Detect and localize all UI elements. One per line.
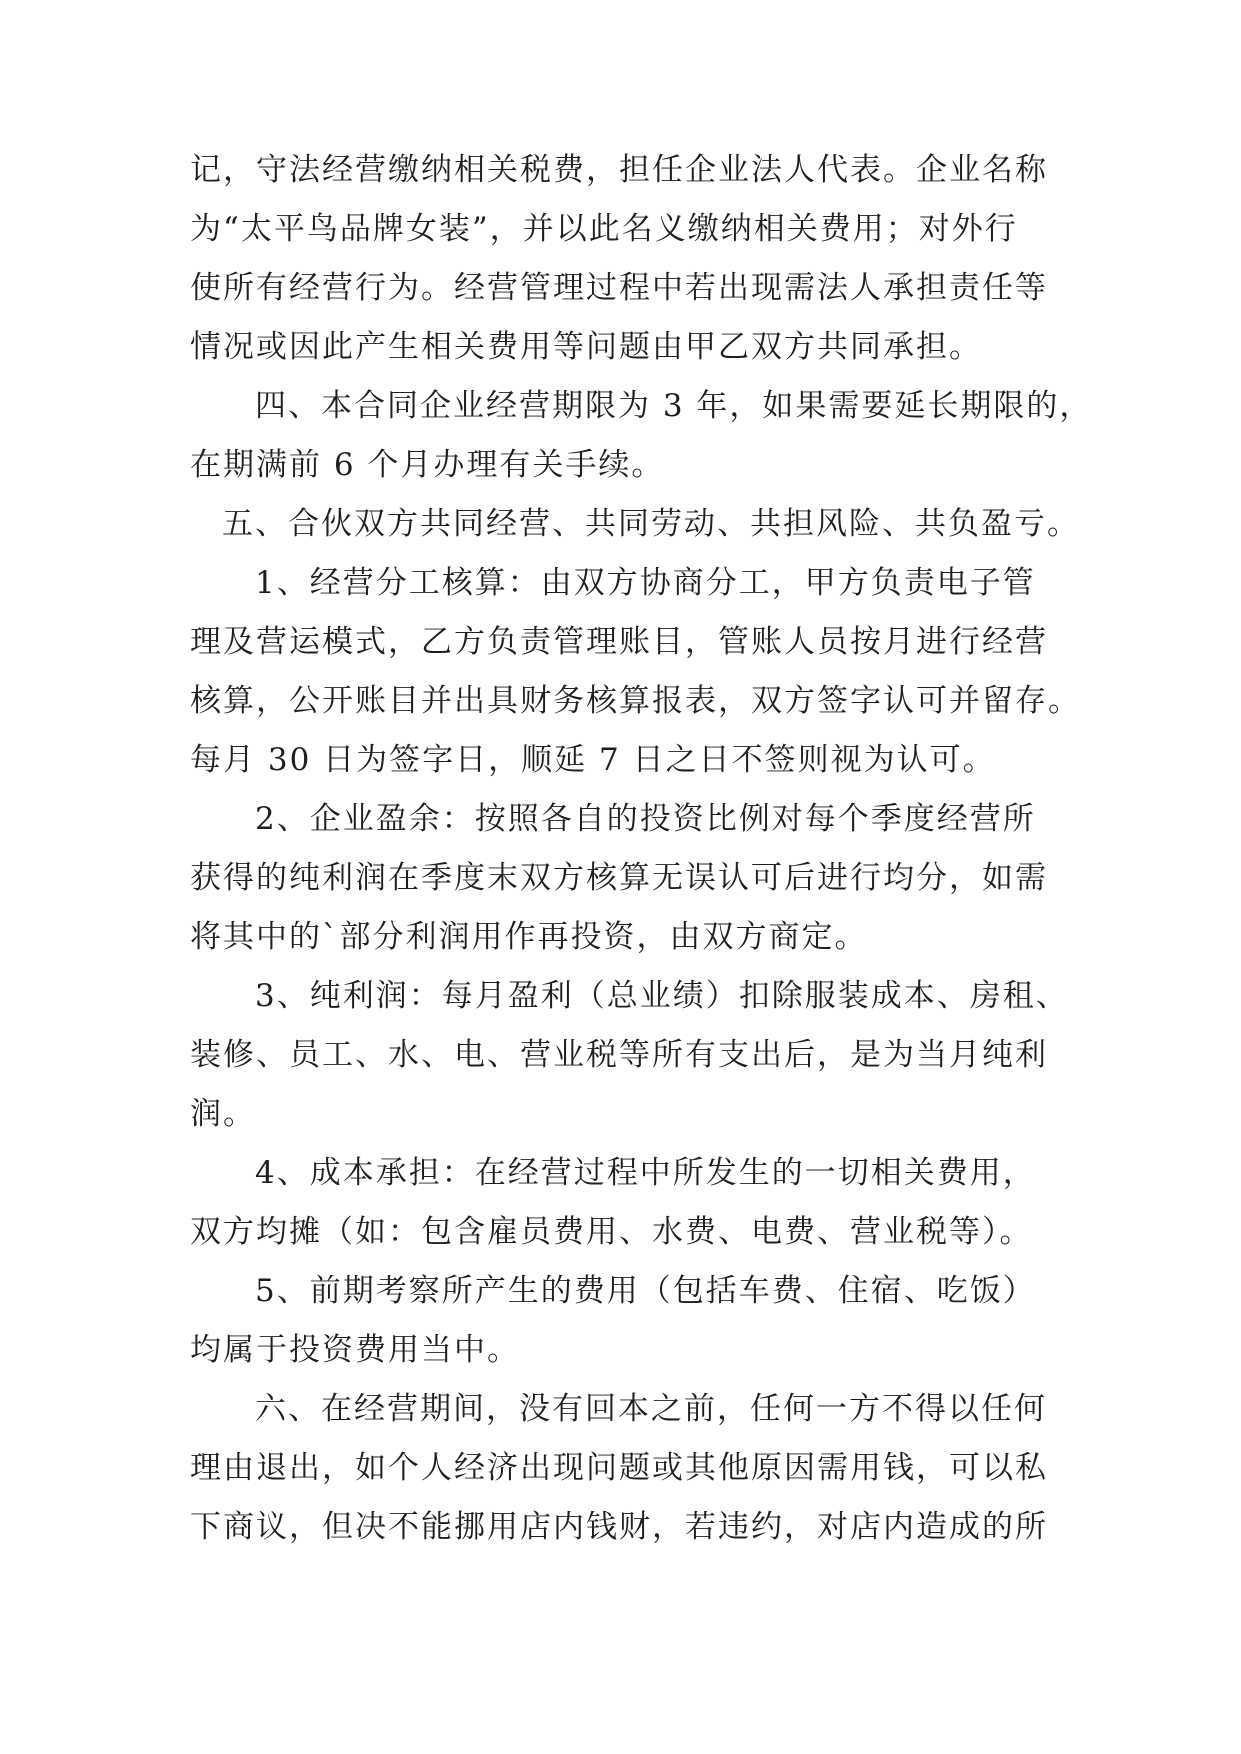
text-line: 3、纯利润：每月盈利（总业绩）扣除服装成本、房租、 bbox=[255, 978, 1069, 1014]
text-line: 双方均摊（如：包含雇员费用、水费、电费、营业税等）。 bbox=[190, 1214, 1033, 1250]
text-line: 核算，公开账目并出具财务核算报表，双方签字认可并留存。 bbox=[190, 683, 1081, 719]
text-line: 1、经营分工核算：由双方协商分工，甲方负责电子管 bbox=[255, 565, 1036, 601]
text-line: 五、合伙双方共同经营、共同劳动、共担风险、共负盈亏。 bbox=[222, 506, 1080, 542]
text-line: 记，守法经营缴纳相关税费，担任企业法人代表。企业名称 bbox=[190, 152, 1048, 188]
text-line: 四、本合同企业经营期限为 3 年，如果需要延长期限的， bbox=[255, 388, 1093, 424]
text-line: 装修、员工、水、电、营业税等所有支出后，是为当月纯利 bbox=[190, 1037, 1048, 1073]
text-line: 获得的纯利润在季度末双方核算无误认可后进行均分，如需 bbox=[190, 860, 1048, 896]
text-line: 六、在经营期间，没有回本之前，任何一方不得以任何 bbox=[255, 1391, 1047, 1427]
text-line: 情况或因此产生相关费用等问题由甲乙双方共同承担。 bbox=[190, 329, 982, 365]
text-line: 理由退出，如个人经济出现问题或其他原因需用钱，可以私 bbox=[190, 1450, 1048, 1486]
text-line: 5、前期考察所产生的费用（包括车费、住宿、吃饭） bbox=[255, 1273, 1036, 1309]
text-line: 润。 bbox=[190, 1096, 256, 1132]
text-line: 使所有经营行为。经营管理过程中若出现需法人承担责任等 bbox=[190, 270, 1048, 306]
text-line: 2、企业盈余：按照各自的投资比例对每个季度经营所 bbox=[255, 801, 1036, 837]
text-line: 4、成本承担：在经营过程中所发生的一切相关费用， bbox=[255, 1155, 1036, 1191]
text-line: 下商议，但决不能挪用店内钱财，若违约，对店内造成的所 bbox=[190, 1509, 1048, 1545]
text-line: 在期满前 6 个月办理有关手续。 bbox=[190, 447, 665, 483]
text-line: 每月 30 日为签字日，顺延 7 日之日不签则视为认可。 bbox=[190, 742, 996, 778]
text-line: 将其中的`部分利润用作再投资，由双方商定。 bbox=[190, 919, 868, 955]
text-line: 为“太平鸟品牌女装”，并以此名义缴纳相关费用；对外行 bbox=[190, 211, 1018, 247]
text-line: 均属于投资费用当中。 bbox=[190, 1332, 520, 1368]
text-line: 理及营运模式，乙方负责管理账目，管账人员按月进行经营 bbox=[190, 624, 1048, 660]
